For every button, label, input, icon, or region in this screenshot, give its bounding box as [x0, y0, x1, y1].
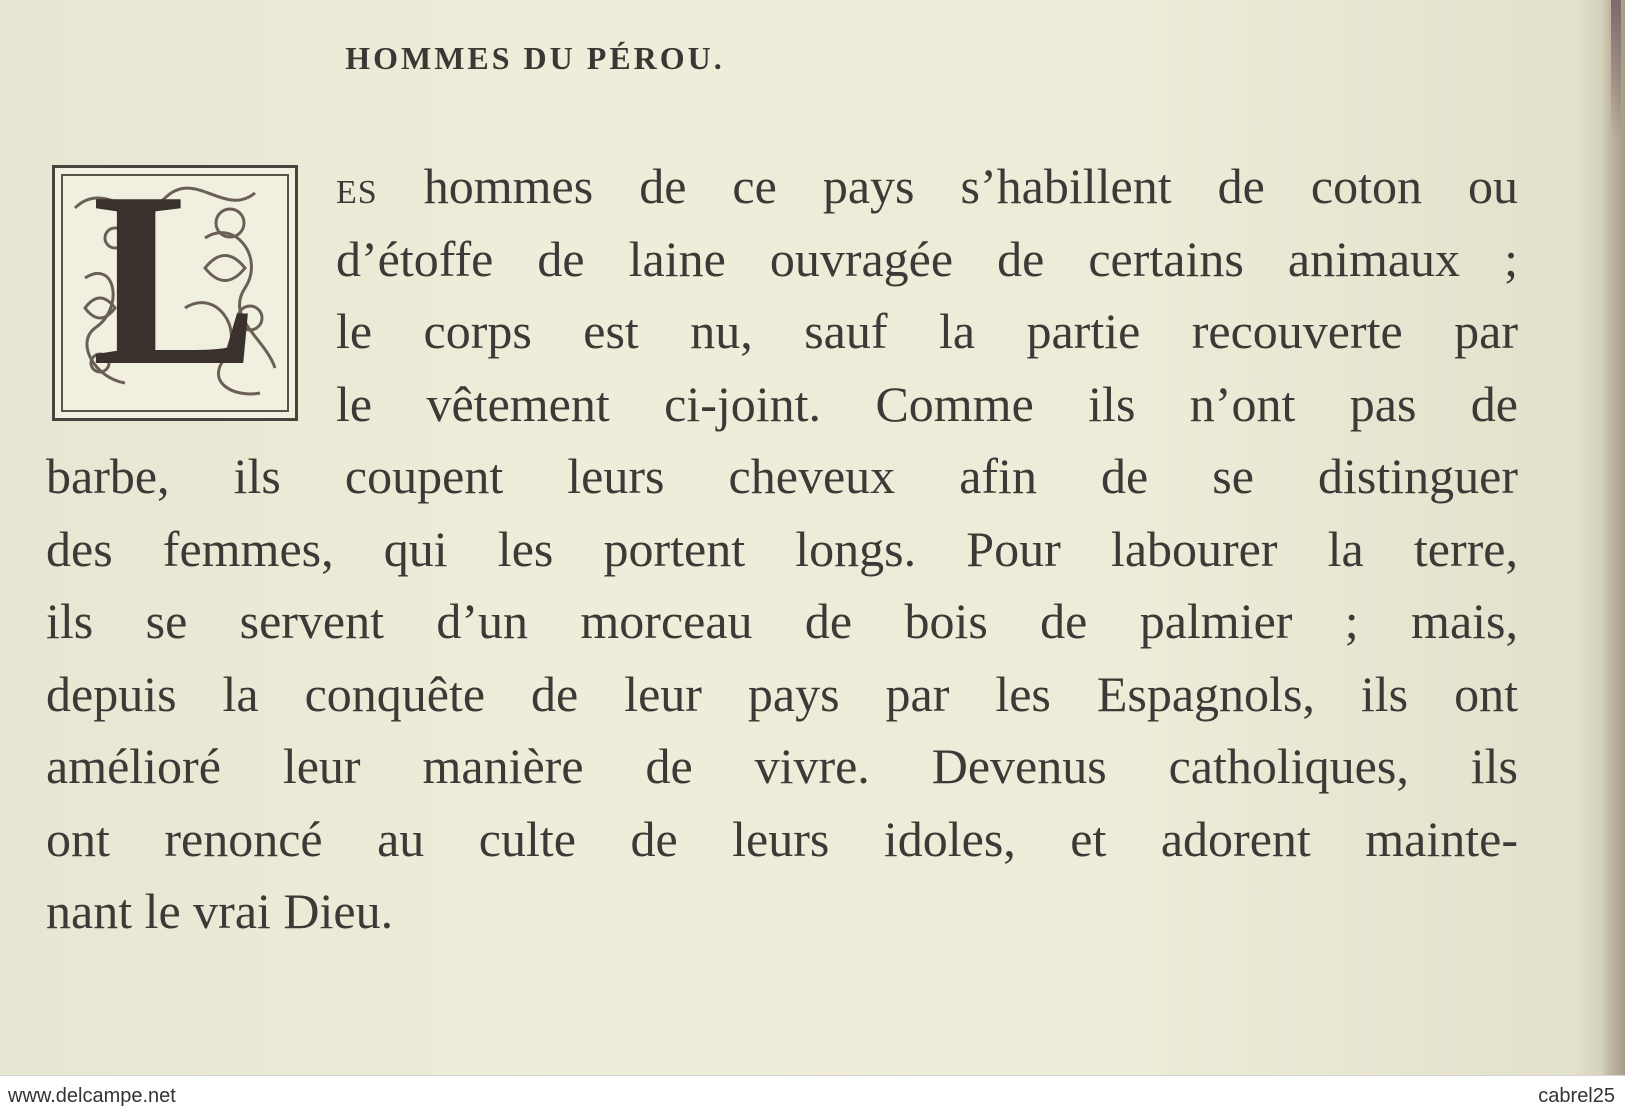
text-line-9: amélioré leur manière de vivre. Devenus catholiques, ils [46, 738, 1518, 794]
body-paragraph [46, 150, 1518, 948]
drop-cap-letter: L [91, 165, 259, 418]
text-line-7: ils se servent d’un morceau de bois de palmier ; mais, [46, 593, 1518, 649]
small-caps-word: ES [336, 174, 378, 211]
watermark-site: www.delcampe.net [8, 1085, 176, 1107]
page-title: HOMMES DU PÉROU. [345, 40, 725, 76]
text-line-1: ES hommes de ce pays s’habillent de coton ou [336, 158, 1518, 214]
page-edge [1603, 0, 1625, 1075]
watermark-seller: cabrel25 [1538, 1085, 1615, 1107]
text-line-5: barbe, ils coupent leurs cheveux afin de se distinguer [46, 448, 1518, 504]
text-line-11: nant le vrai Dieu. [46, 883, 394, 939]
page-edge-stain [1611, 0, 1621, 140]
watermark-bar [0, 1075, 1625, 1115]
text-line-2: d’étoffe de laine ouvragée de certains animaux ; [336, 230, 1518, 287]
text-line-8: depuis la conquête de leur pays par les Espagnols, ils ont [46, 665, 1518, 722]
text-line-4: le vêtement ci-joint. Comme ils n’ont pas de [336, 375, 1518, 432]
text-line-6: des femmes, qui les portent longs. Pour labourer la terre, [46, 520, 1518, 577]
text-line-3: le corps est nu, sauf la partie recouverte par [336, 303, 1518, 359]
text-line-10: ont renoncé au culte de leurs idoles, et adorent mainte- [46, 810, 1518, 867]
